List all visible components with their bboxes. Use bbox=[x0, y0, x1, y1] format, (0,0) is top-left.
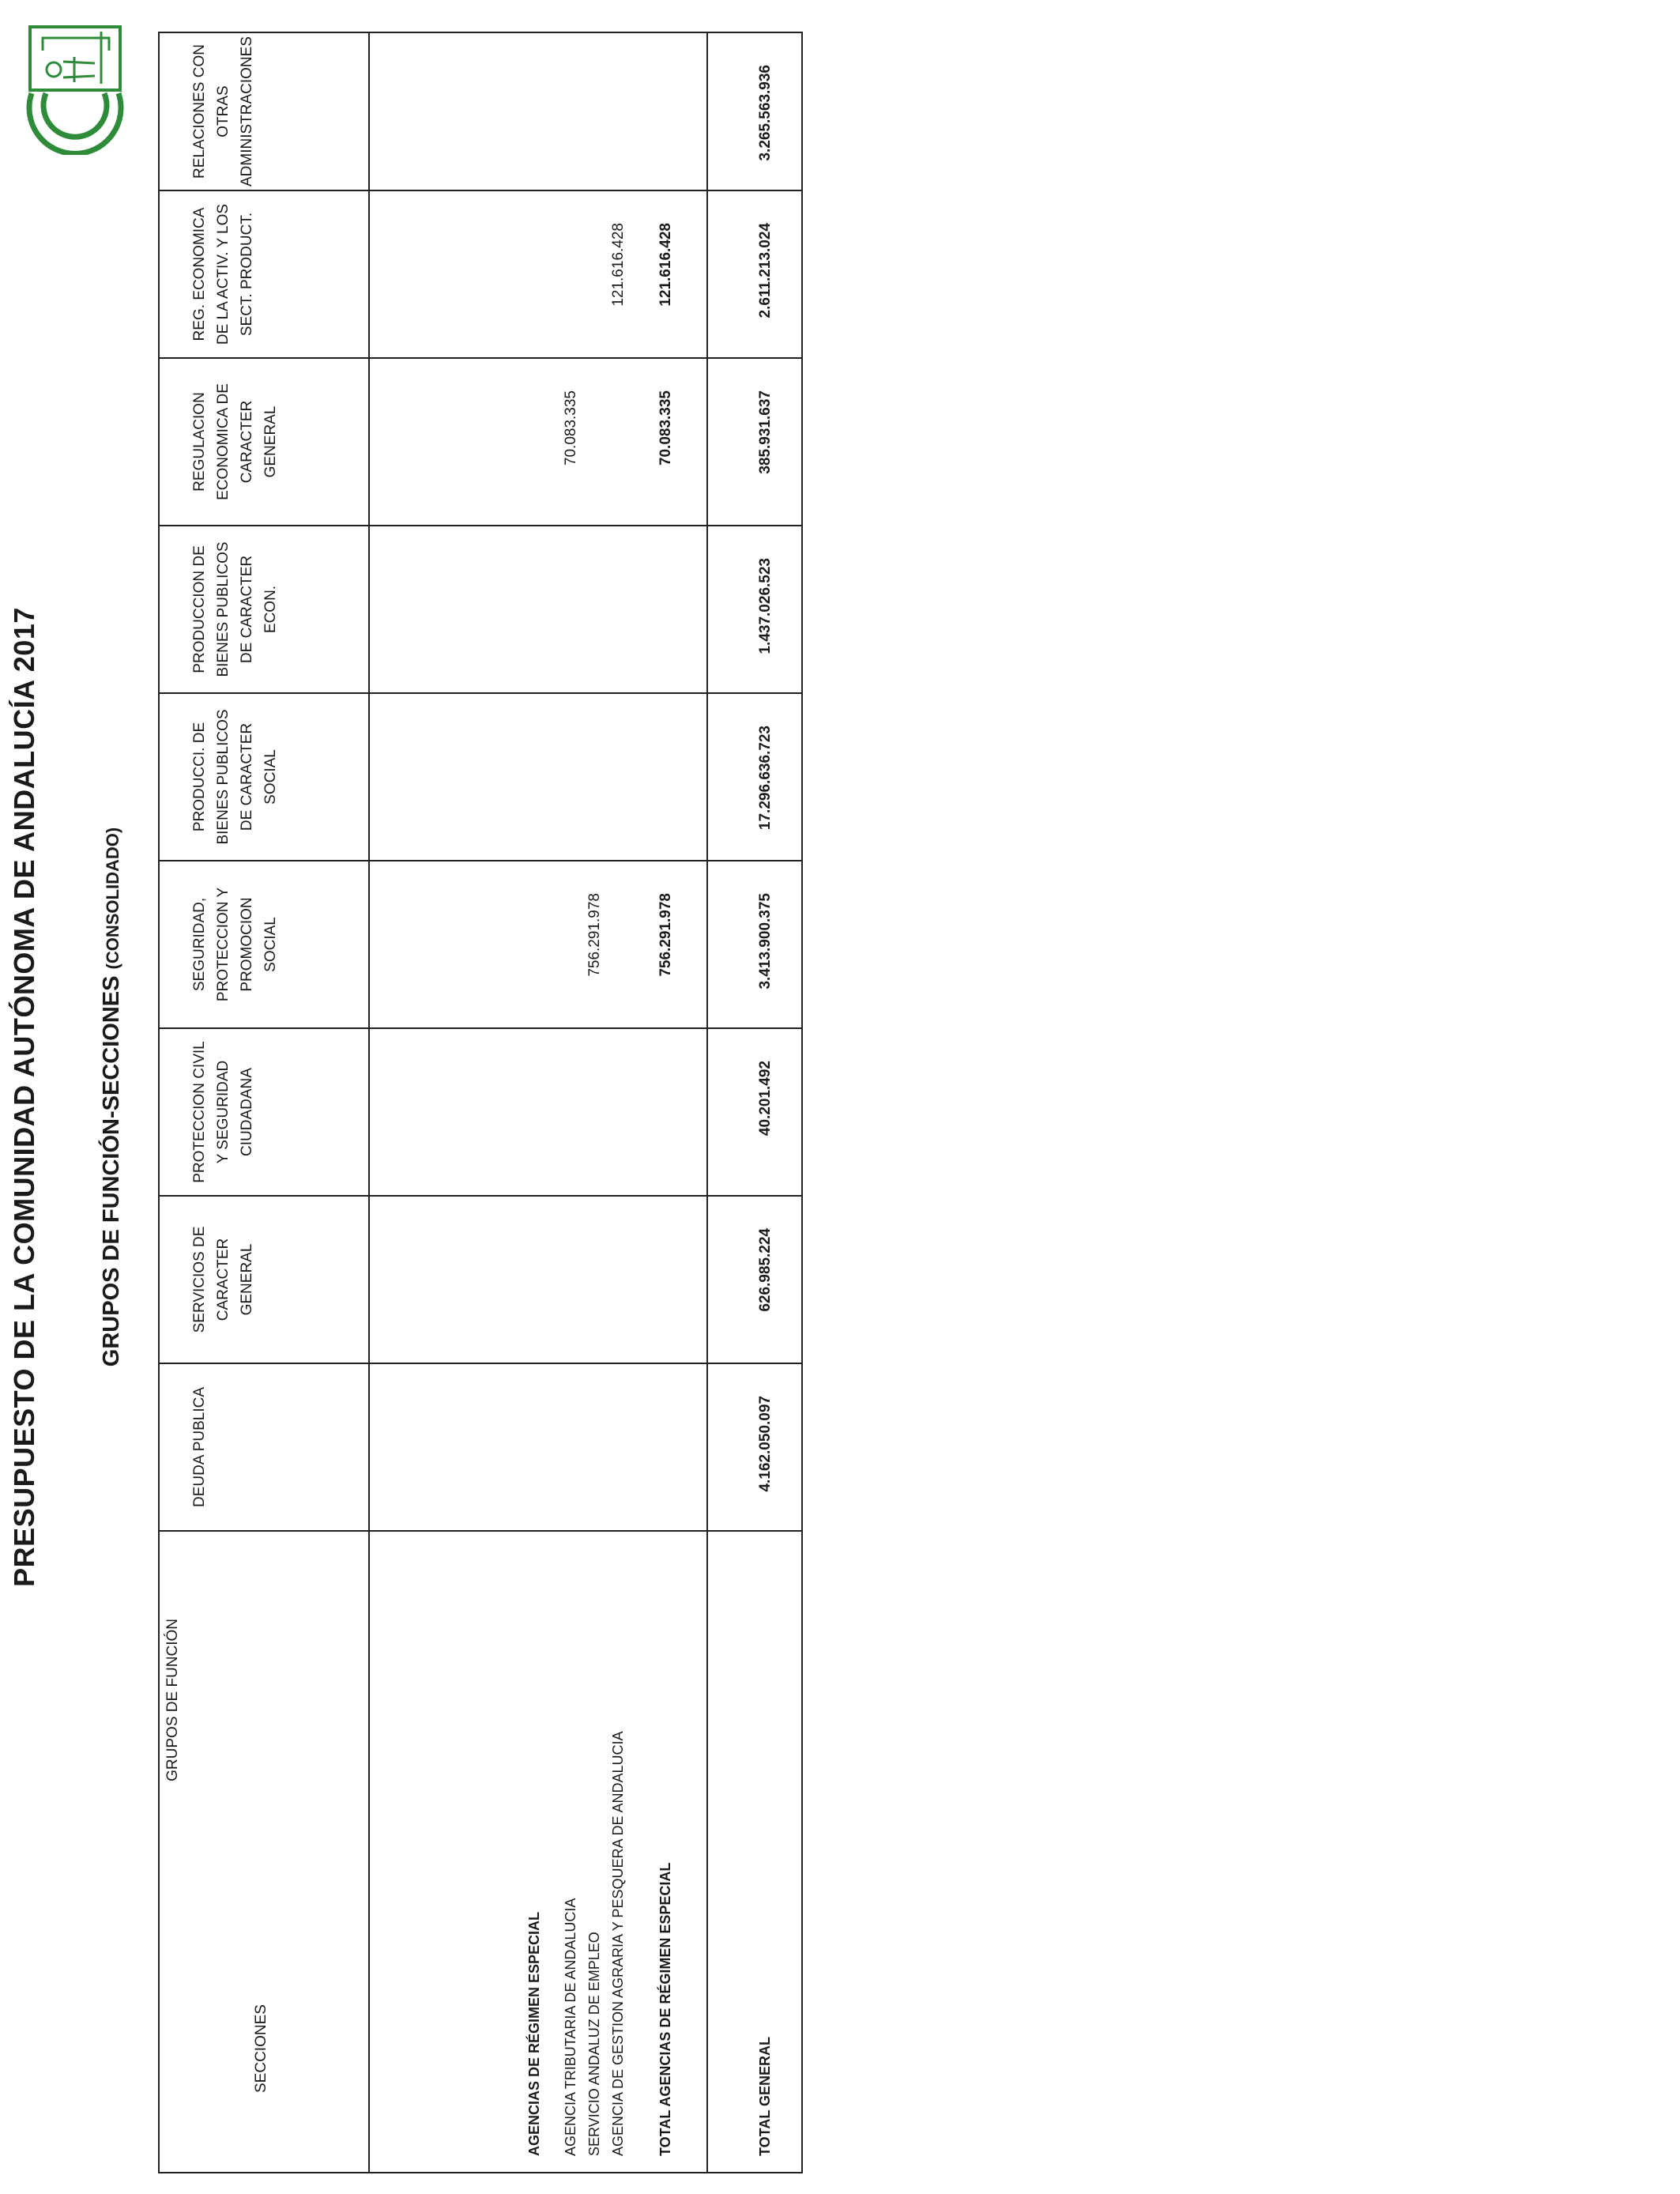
header-secciones-label: SECCIONES bbox=[253, 2004, 269, 2093]
total-general-value-cell bbox=[707, 358, 802, 526]
header-col-line: DE LA ACTIV. Y LOS bbox=[215, 203, 232, 345]
header-col-line: Y SEGURIDAD bbox=[215, 1060, 232, 1164]
agencies-values-cell bbox=[369, 32, 707, 190]
header-col-line: PROTECCION Y bbox=[215, 887, 232, 1002]
header-col-line: CARACTER bbox=[239, 400, 255, 484]
budget-table bbox=[158, 32, 803, 2173]
agencies-values-cell bbox=[369, 693, 707, 861]
agencies-values-cell bbox=[369, 1363, 707, 1531]
total-general-value: 2.611.213.024 bbox=[757, 223, 774, 319]
header-col-proteccion-civil bbox=[159, 1028, 369, 1196]
header-grupos-label: GRUPOS DE FUNCIÓN bbox=[164, 1619, 181, 1781]
agency-row-value: 121.616.428 bbox=[610, 223, 627, 307]
header-col-line: PRODUCCION DE bbox=[191, 545, 208, 673]
header-col-line: SOCIAL bbox=[262, 917, 279, 972]
agencies-values-cell bbox=[369, 1028, 707, 1196]
header-col-sectores-productivos bbox=[159, 190, 369, 358]
header-col-line: DE CARACTER bbox=[239, 555, 255, 664]
total-general-label-cell bbox=[707, 1531, 802, 2173]
header-col-line: ECONOMICA DE bbox=[215, 383, 232, 500]
agencies-total-value: 756.291.978 bbox=[657, 893, 674, 977]
agencies-values-cell bbox=[369, 1196, 707, 1363]
header-col-line: SERVICIOS DE bbox=[191, 1226, 208, 1333]
total-general-value: 17.296.636.723 bbox=[757, 726, 774, 831]
header-col-line: GENERAL bbox=[262, 405, 279, 478]
header-col-line: SEGURIDAD, bbox=[191, 897, 208, 992]
agency-row-label: AGENCIA DE GESTION AGRARIA Y PESQUERA DE ANDALUCIA bbox=[610, 1731, 626, 2156]
total-general-row bbox=[707, 32, 802, 2173]
header-col-bienes-economicos bbox=[159, 526, 369, 693]
total-general-value: 1.437.026.523 bbox=[757, 558, 774, 654]
total-general-value: 626.985.224 bbox=[757, 1228, 774, 1312]
header-col-line: RELACIONES CON bbox=[191, 44, 208, 179]
header-col-deuda-publica bbox=[159, 1363, 369, 1531]
total-general-value: 3.413.900.375 bbox=[757, 893, 774, 990]
header-col-seguridad-social bbox=[159, 861, 369, 1028]
header-col-line: GENERAL bbox=[239, 1243, 255, 1316]
header-col-line: PROTECCION CIVIL bbox=[191, 1041, 208, 1183]
header-row bbox=[159, 32, 369, 2173]
agencies-values-cell bbox=[369, 526, 707, 693]
header-col-line: SECT. PRODUCT. bbox=[239, 212, 255, 337]
agencies-total-value: 121.616.428 bbox=[657, 223, 674, 307]
header-col-line: DE CARACTER bbox=[239, 722, 255, 831]
header-col-servicios-generales bbox=[159, 1196, 369, 1363]
agencies-total-label: TOTAL AGENCIAS DE RÉGIMEN ESPECIAL bbox=[657, 1862, 673, 2156]
page-title: PRESUPUESTO DE LA COMUNIDAD AUTÓNOMA DE ANDALUCÍA 2017 bbox=[8, 607, 40, 1587]
header-col-line: ECON. bbox=[262, 585, 279, 634]
total-general-value-cell bbox=[707, 693, 802, 861]
agencies-values-cell bbox=[369, 358, 707, 526]
total-general-value-cell bbox=[707, 32, 802, 190]
header-col-line: REG. ECONOMICA bbox=[191, 207, 208, 341]
header-col-line: DEUDA PUBLICA bbox=[191, 1386, 208, 1508]
total-general-value: 385.931.637 bbox=[757, 390, 774, 474]
agency-row-label: AGENCIA TRIBUTARIA DE ANDALUCIA bbox=[563, 1898, 578, 2156]
header-col-line: BIENES PUBLICOS bbox=[215, 541, 232, 677]
total-general-value-cell bbox=[707, 190, 802, 358]
header-col-line: CARACTER bbox=[215, 1238, 232, 1321]
agencies-values-cell bbox=[369, 861, 707, 1028]
header-col-line: SOCIAL bbox=[262, 749, 279, 805]
total-general-value: 40.201.492 bbox=[757, 1061, 774, 1137]
agencies-label-cell bbox=[369, 1531, 707, 2173]
header-col-line: BIENES PUBLICOS bbox=[215, 709, 232, 845]
header-col-line: PRODUCCI. DE bbox=[191, 722, 208, 832]
subtitle-main: GRUPOS DE FUNCIÓN-SECCIONES bbox=[99, 975, 124, 1367]
header-col-line: REGULACION bbox=[191, 392, 208, 492]
header-col-line: ADMINISTRACIONES bbox=[239, 36, 255, 187]
total-general-value: 3.265.563.936 bbox=[757, 65, 774, 161]
header-col-regulacion-economica bbox=[159, 358, 369, 526]
header-col-line: PROMOCION bbox=[239, 897, 255, 992]
agencies-heading: AGENCIAS DE RÉGIMEN ESPECIAL bbox=[526, 1911, 542, 2156]
header-col-line: CIUDADANA bbox=[239, 1068, 255, 1156]
total-general-value-cell bbox=[707, 1028, 802, 1196]
total-general-value-cell bbox=[707, 526, 802, 693]
agency-row-value: 70.083.335 bbox=[563, 390, 579, 466]
header-corner bbox=[159, 1531, 369, 2173]
agencies-values-cell bbox=[369, 190, 707, 358]
subtitle-small: (CONSOLIDADO) bbox=[103, 827, 122, 970]
agency-row-value: 756.291.978 bbox=[586, 893, 603, 977]
total-general-label: TOTAL GENERAL bbox=[757, 2036, 773, 2156]
header-col-line: OTRAS bbox=[215, 85, 232, 138]
total-general-value-cell bbox=[707, 1363, 802, 1531]
header-col-bienes-sociales bbox=[159, 693, 369, 861]
total-general-value-cell bbox=[707, 861, 802, 1028]
agency-row-label: SERVICIO ANDALUZ DE EMPLEO bbox=[586, 1932, 602, 2156]
page-subtitle bbox=[99, 0, 125, 2194]
header-col-relaciones-administraciones bbox=[159, 32, 369, 190]
agencies-block bbox=[369, 32, 707, 2173]
total-general-value: 4.162.050.097 bbox=[757, 1396, 774, 1492]
total-general-value-cell bbox=[707, 1196, 802, 1363]
agencies-total-value: 70.083.335 bbox=[657, 390, 674, 466]
